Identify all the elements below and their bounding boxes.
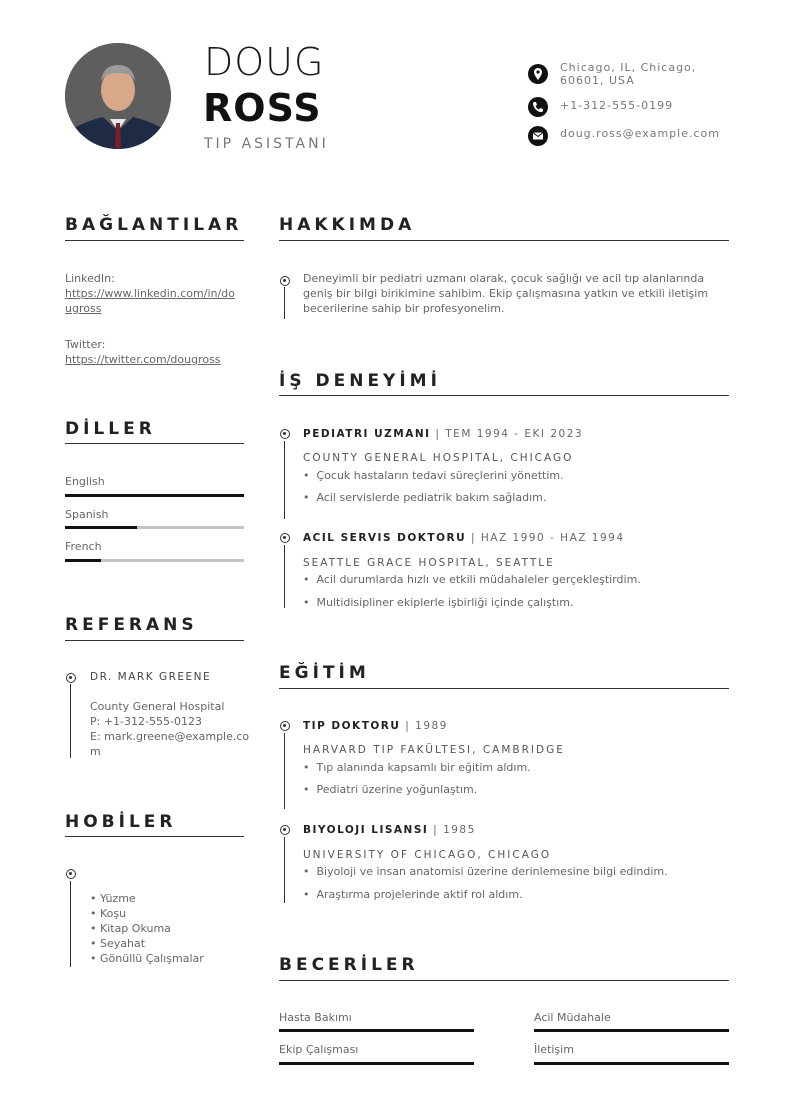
email-icon — [528, 126, 548, 146]
language-bar-fill — [65, 526, 137, 529]
job-bullet: • Çocuk hastaların tedavi süreçlerini yönettim. — [303, 469, 564, 482]
references-heading: REFERANS — [65, 615, 198, 635]
language-name: English — [65, 475, 105, 488]
links-heading: BAĞLANTILAR — [65, 215, 243, 235]
skill-bar — [534, 1029, 729, 1032]
education-bullet-text: Biyoloji ve insan anatomisi üzerine derinlemesine bilgi edindim. — [316, 865, 668, 878]
languages-heading: DİLLER — [65, 419, 156, 439]
skills-heading: BECERİLER — [279, 955, 419, 975]
reference-email-line2: m — [90, 745, 101, 758]
linkedin-url-line2[interactable]: ugross — [65, 302, 102, 315]
degree-dates: 1985 — [443, 824, 476, 836]
job-dates: TEM 1994 - EKI 2023 — [445, 428, 584, 440]
references-divider — [65, 640, 244, 641]
skill-name: Acil Müdahale — [534, 1011, 611, 1024]
education-divider — [279, 688, 729, 689]
job-title: ACIL SERVIS DOKTORU — [303, 532, 467, 544]
timeline-circle-icon — [66, 673, 76, 683]
language-bar — [65, 559, 244, 562]
skill-bar — [534, 1062, 729, 1065]
timeline-line — [284, 837, 285, 903]
hobby-item: • Seyahat — [90, 937, 146, 950]
location-pin-icon — [528, 64, 548, 84]
linkedin-link[interactable] — [65, 286, 235, 316]
timeline-circle-icon — [280, 533, 290, 543]
about-line: Deneyimli bir pediatri uzmanı olarak, çocuk sağlığı ve acil tıp alanlarında — [303, 272, 705, 285]
linkedin-url-line1[interactable]: https://www.linkedin.com/in/do — [65, 287, 235, 300]
reference-name: DR. MARK GREENE — [90, 671, 212, 683]
timeline-circle-icon — [280, 721, 290, 731]
hobby-item: • Gönüllü Çalışmalar — [90, 952, 204, 965]
education-bullet-text: Pediatri üzerine yoğunlaştım. — [316, 783, 478, 796]
language-bar — [65, 494, 244, 497]
job-bullet-text: Çocuk hastaların tedavi süreçlerini yönettim. — [316, 469, 564, 482]
experience-divider — [279, 395, 729, 396]
languages-divider — [65, 443, 244, 444]
contact-location-line2: 60601, USA — [560, 74, 635, 87]
degree-dates: 1989 — [415, 720, 448, 732]
contact-location-line1: Chicago, IL, Chicago, — [560, 61, 697, 74]
timeline-circle-icon — [280, 276, 290, 286]
reference-phone: P: +1-312-555-0123 — [90, 715, 202, 728]
hobbies-list — [90, 891, 204, 966]
degree-title: TIP DOKTORU — [303, 720, 401, 732]
education-bullet: • Tıp alanında kapsamlı bir eğitim aldım. — [303, 761, 531, 774]
about-text — [303, 271, 729, 316]
education-bullet: • Biyoloji ve insan anatomisi üzerine derinlemesine bilgi edindim. — [303, 865, 668, 878]
timeline-line — [284, 545, 285, 608]
job-bullet: • Acil durumlarda hızlı ve etkili müdahaleler gerçekleştirdim. — [303, 573, 641, 586]
school-name: HARVARD TIP FAKÜLTESI, CAMBRIDGE — [303, 744, 565, 756]
about-line: becerilerine sahip bir profesyonelim. — [303, 302, 505, 315]
hobby-item: • Yüzme — [90, 892, 136, 905]
education-bullet-text: Tıp alanında kapsamlı bir eğitim aldım. — [316, 761, 531, 774]
about-line: geniş bir bilgi birikimine sahibim. Ekip çalışmasına yatkın ve etkili iletişim — [303, 287, 709, 300]
about-heading: HAKKIMDA — [279, 215, 416, 235]
timeline-line — [70, 684, 71, 758]
hobbies-divider — [65, 836, 244, 837]
language-bar — [65, 526, 244, 529]
education-bullet-text: Araştırma projelerinde aktif rol aldım. — [316, 888, 523, 901]
skill-bar — [279, 1029, 474, 1032]
twitter-link[interactable]: https://twitter.com/dougross — [65, 353, 221, 366]
skills-divider — [279, 980, 729, 981]
language-bar-fill — [65, 559, 101, 562]
timeline-line — [284, 287, 285, 319]
timeline-circle-icon — [280, 429, 290, 439]
hobby-item: • Koşu — [90, 907, 127, 920]
experience-heading: İŞ DENEYİMİ — [279, 371, 441, 391]
job-title: PEDIATRI UZMANI — [303, 428, 431, 440]
links-divider — [65, 240, 244, 241]
language-bar-fill — [65, 494, 244, 497]
linkedin-label: LinkedIn: — [65, 272, 115, 285]
last-name: ROSS — [203, 86, 322, 130]
job-bullet: • Acil servislerde pediatrik bakım sağladım. — [303, 491, 547, 504]
job-bullet-text: Acil servislerde pediatrik bakım sağladım. — [316, 491, 547, 504]
job-title: TIP ASISTANI — [204, 136, 329, 152]
contact-location — [560, 61, 696, 87]
hobbies-heading: HOBİLER — [65, 812, 177, 832]
reference-email-line1: E: mark.greene@example.co — [90, 730, 250, 743]
job-bullet-text: Acil durumlarda hızlı ve etkili müdahaleler gerçekleştirdim. — [316, 573, 641, 586]
reference-org: County General Hospital — [90, 700, 225, 713]
first-name: DOUG — [204, 40, 325, 84]
skill-name: Hasta Bakımı — [279, 1011, 352, 1024]
contact-email[interactable]: doug.ross@example.com — [560, 127, 720, 140]
reference-details — [90, 699, 249, 759]
contact-phone[interactable]: +1-312-555-0199 — [560, 99, 674, 112]
education-heading: EĞİTİM — [279, 663, 370, 683]
degree-title: BIYOLOJI LISANSI — [303, 824, 429, 836]
job-heading: PEDIATRI UZMANI | TEM 1994 - EKI 2023 — [303, 428, 584, 440]
timeline-circle-icon — [280, 825, 290, 835]
skill-bar — [279, 1062, 474, 1065]
school-name: UNIVERSITY OF CHICAGO, CHICAGO — [303, 849, 552, 861]
timeline-line — [70, 881, 71, 967]
timeline-line — [284, 733, 285, 809]
education-bullet: • Araştırma projelerinde aktif rol aldım. — [303, 888, 523, 901]
hobby-item: • Kitap Okuma — [90, 922, 171, 935]
job-heading: ACIL SERVIS DOKTORU | HAZ 1990 - HAZ 1994 — [303, 532, 625, 544]
education-bullet: • Pediatri üzerine yoğunlaştım. — [303, 783, 478, 796]
timeline-circle-icon — [66, 869, 76, 879]
about-divider — [279, 240, 729, 241]
skill-name: İletişim — [534, 1043, 574, 1056]
job-company: SEATTLE GRACE HOSPITAL, SEATTLE — [303, 557, 555, 569]
twitter-label: Twitter: — [65, 338, 106, 351]
job-dates: HAZ 1990 - HAZ 1994 — [480, 532, 625, 544]
timeline-line — [284, 441, 285, 519]
profile-photo — [65, 43, 171, 149]
skill-name: Ekip Çalışması — [279, 1043, 359, 1056]
job-bullet: • Multidisipliner ekiplerle işbirliği içinde çalıştım. — [303, 596, 574, 609]
job-bullet-text: Multidisipliner ekiplerle işbirliği içinde çalıştım. — [316, 596, 574, 609]
phone-icon — [528, 97, 548, 117]
education-heading-line: BIYOLOJI LISANSI | 1985 — [303, 824, 476, 836]
language-name: French — [65, 540, 102, 553]
education-heading-line: TIP DOKTORU | 1989 — [303, 720, 448, 732]
job-company: COUNTY GENERAL HOSPITAL, CHICAGO — [303, 452, 574, 464]
language-name: Spanish — [65, 508, 109, 521]
